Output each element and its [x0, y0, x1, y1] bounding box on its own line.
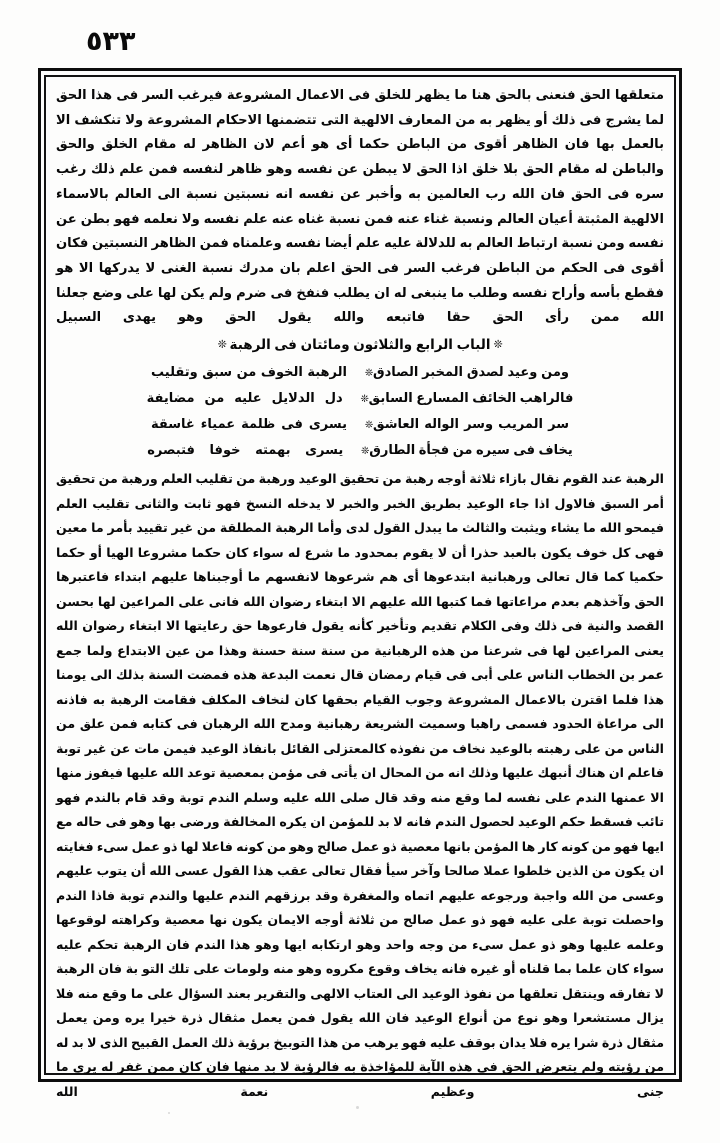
hemistich-first: يسرى فى ظلمة عمياء غاسقة [151, 417, 347, 433]
body-paragraph-1: متعلقها الحق فنعنى بالحق هنا ما يظهر للخلق فى الاعمال المشروعة فيرغب السر فى هذا الحق لما يشرج فى ذلك أو يظهر به من المعارف الالهية التى تتضمنها الاحكام المشروعة ولا تنكشف الا بالعمل بها فان الظاهر أقوى من الباطن حكما أى هو أعم لان الظاهر له مقام الخلق والحق والباطن له مقام الحق بلا خلق اذا الحق لا يبطن عن نفسه وهو ظاهر لنفسه فمن علم ذلك رغب سره فى الحق فان الله رب العالمين به وأخبر عن نفسه انه نسبتين نسبة الى العالم بالاسماء الالهية المثبتة أعيان العالم ونسبة غناء عنه فمن نسبة غناه عنه علم نفسه ولا نعلمه فهو بطن عن نفسه ومن نسبة ارتباط العالم به للدلالة عليه علم أيضا نفسه وعلمناه فمن الظاهر النسبتين فكان أقوى فى الحكم من الباطن فرغب السر فى الحق اعلم بان مدرك نسبة الغنى لا يدركها الا هو فقطع بأسه وأراح نفسه وطلب ما ينبغى له ان يطلب فنفخ فى ضرم ولم يكن لها على وضع جعلنا الله ممن رأى الحق حقا فاتبعه والله يقول الحق وهو يهدى السبيل [56, 88, 664, 326]
scan-speckle [356, 1106, 359, 1109]
page-number: ٥٣٣ [86, 26, 136, 57]
verse-line [56, 438, 664, 464]
hemistich-first: الرهبة الخوف من سبق وتقليب [151, 365, 347, 381]
hemistich-second: يخاف فى سيره من فجأة الطارق [369, 443, 573, 459]
verse-block [56, 360, 664, 464]
text-block [46, 78, 674, 1099]
flower-ornament-icon: ❊ [217, 338, 227, 352]
flower-ornament-icon: ❊ [364, 368, 373, 380]
flower-ornament-icon: ❊ [493, 338, 503, 352]
hemistich-second: فالراهب الخائف المسارع السابق [368, 391, 574, 407]
chapter-heading-text: الباب الرابع والثلاثون ومائتان فى الرهبة [229, 337, 491, 354]
hemistich-second: ومن وعيد لصدق المخبر الصادق [373, 365, 569, 381]
scan-speckle [168, 1112, 170, 1114]
hemistich-second: سر المريب وسر الواله العاشق [373, 417, 569, 433]
chapter-heading [56, 332, 664, 358]
verse-line [56, 412, 664, 438]
flower-ornament-icon: ❊ [360, 394, 369, 406]
verse-line [56, 360, 664, 386]
body-paragraph-2: الرهبة عند القوم نقال بازاء ثلاثة أوجه رهبة من تحقيق الوعيد ورهبة من تقليب العلم ورهبة من تحقيق أمر السبق فالاول اذا جاء الوعيد بطريق الخبر والخبر لا يدخله النسخ فهو ثابت والثانى تقليب العلم فيمحو الله ما يشاء ويثبت والثالث ما يبدل القول لدى وأما الرهبة المطلقة من غير تقييد بأمر ما معين فهى كل خوف يكون بالعبد حذرا أن لا يقوم بمحدود ما شرع له سواء كان حكما مشروعا الهيا أو حكما حكميا كما قال تعالى ورهبانية ابتدعوها أى هم شرعوها لانفسهم ما أوجبناها عليهم ابتداء فاعتبرها الحق وآخذهم بعدم مراعاتها فما كتبها الله عليهم الا ابتغاء رضوان الله فانى على المراعين لها بحسن القصد والنية فى ذلك وفى الكلام تقديم وتأخير كأنه يقول فارعوها حق رعايتها الا ابتغاء رضوان الله يعنى المراعين لها فى شرعنا من هذه الرهبانية من سنة سنة حسنة وهذا من عين الابتداع ولما جمع عمر بن الخطاب الناس على أبى فى قيام رمضان قال نعمت البدعة هذه فمضت السنة بذلك الى يومنا هذا فلما اقترن بالاعمال المشروعة وجوب القيام بحقها كان لنخاف المكلف فقامت الرهبة به فاذنه الى مراعاة الحدود فسمى راهبا وسميت الشريعة رهبانية ومدح الله الرهبان فى كتابه فمن علق من الناس من على رهبته بالوعيد نخاف من نفوذه كالمعتزلى القائل بانفاذ الوعيد فيمن مات عن غير توبة فاعلم ان هناك أنبهك عليها وذلك انه من المحال ان يأتى فى مؤمن بمعصية توعد الله عليها فيفوز منها الا عمنها الندم على نفسه لما وقع منه وقد قال صلى الله عليه وسلم الندم توبة وقد قام بالندم فهو تائب فسقط حكم الوعيد لحصول الندم فانه لا بد للمؤمن ان يكره المخالفة ورضى بها وهو فى حاله مع ايها فهو من كونه كار ها المؤمن بانها معصية ذو عمل صالح وهو من كونه فاعلا لها ذو عمل سىء فغايته ان يكون من الذين خلطوا عملا صالحا وآخر سيأ فقال تعالى عقب هذا القول عسى الله أن يتوب عليهم وعسى من الله واجبة ورجوعه عليهم اتماه والمغفرة وقد برزقهم الندم عليها والندم توبة فاذا الندم واحصلت توبة على عليه فهو ذو عمل صالح من ثلاثة أوجه الايمان يكون نها معصية وكراهته لوقوعها وعلمه عليها وهو ذو عمل سىء من وجه واحد وهو ارتكابه ايها وهو هذا الندم فان الرهبة تحكم عليه سواء كان علما بما قلناه أو غيره فانه يخاف وقوع مكروه وهو منه ولومات على تلك التو بة فان الرهبة لا تفارقه وينتقل تعلقها من نفوذ الوعيد الى العتاب الالهى والتقرير بعند السؤال على ما وقع منه فلا يزال مستشعرا وهو نوع من أنواع الوعيد فان الله يقول فمن يعمل مثقال ذرة خيرا يره ومن يعمل مثقال ذرة شرا يره فلا يدان بوقف عليه فهو يرهب من هذا التوبيخ برؤية ذلك العمل القبيح الذى لا بد له من رؤيته ولم يتعرض الحق فى هذه الآية للمؤاخذة به فالرؤية لا بد منها فان كان ممن غفر له يرى ما جنى وعظيم نعمة الله [56, 471, 664, 1099]
hemistich-first: يسرى بهمته خوفا فتبصره [147, 443, 344, 459]
flower-ornament-icon: ❊ [361, 446, 370, 458]
hemistich-first: دل الدلايل عليه من مضايفة [146, 391, 343, 407]
verse-line [56, 386, 664, 412]
flower-ornament-icon: ❊ [364, 420, 373, 432]
